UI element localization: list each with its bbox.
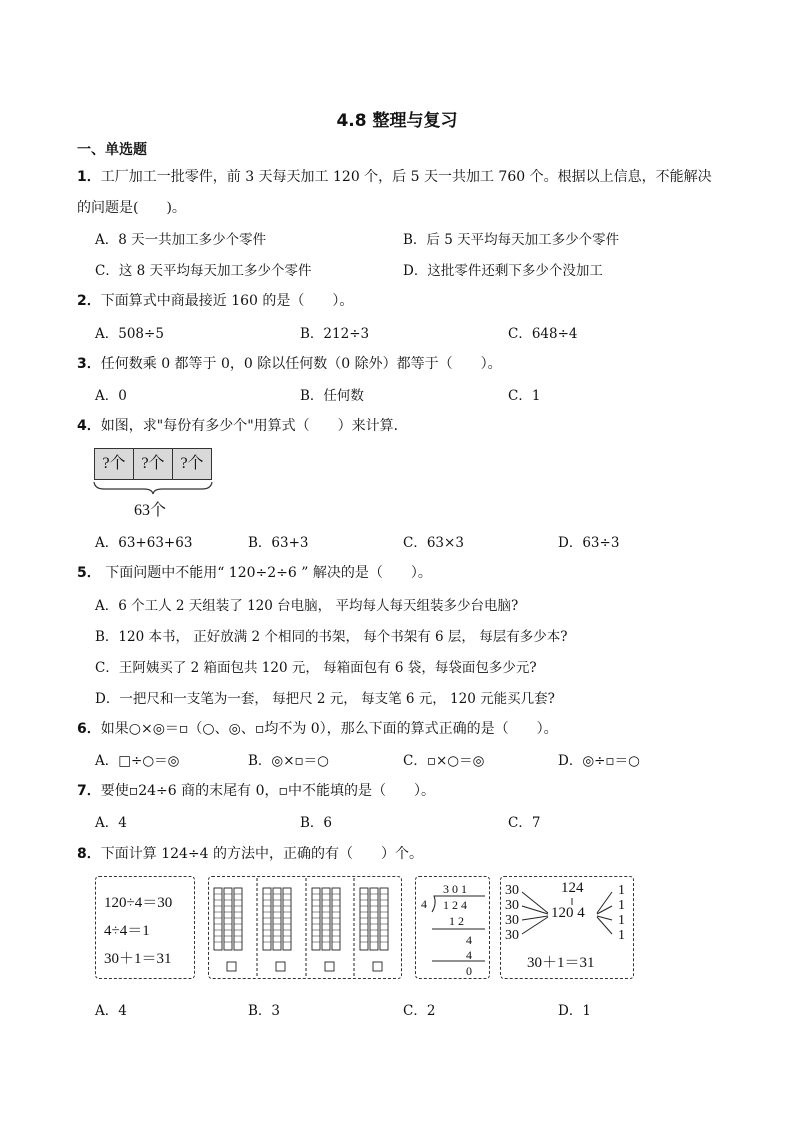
question-number: 1． (77, 169, 101, 185)
bar-segment: ?个 (180, 455, 204, 472)
question-number: 5． (77, 565, 101, 581)
option-a[interactable]: A．8 天一共加工多少个零件 (95, 232, 267, 248)
split-left-part: 30 (505, 898, 519, 913)
option-c[interactable]: C．63×3 (403, 535, 464, 551)
question-number: 2． (77, 293, 101, 309)
division-step: 4 (466, 933, 472, 947)
base-ten-blocks-icon (208, 876, 402, 979)
question-text: 下面计算 124÷4 的方法中，正确的有（ ）个。 (100, 846, 424, 862)
question-number: 8． (77, 846, 101, 862)
bar-segment: ?个 (95, 449, 134, 479)
question-5 (77, 562, 432, 582)
split-left-part: 30 (505, 883, 519, 898)
question-text: 如果○×◎＝▫（○、◎、▫均不为 0），那么下面的算式正确的是（ ）。 (100, 721, 558, 737)
option-c[interactable]: C．2 (403, 1003, 436, 1019)
split-left-part: 30 (505, 913, 519, 928)
question-text: 任何数乘 0 都等于 0，0 除以任何数（0 除外）都等于（ ）。 (100, 356, 502, 372)
question-text: 如图，求"每份有多少个"用算式（ ）来计算． (100, 418, 408, 434)
method-2-card (208, 876, 402, 979)
option-b[interactable]: B．212÷3 (300, 326, 370, 342)
option-c[interactable]: C．这 8 天平均每天加工多少个零件 (95, 263, 312, 279)
question-text: 下面问题中不能用“ 120÷2÷6 ” 解决的是（ ）。 (100, 565, 432, 581)
split-right-part: 1 (618, 913, 625, 928)
option-c[interactable]: C．7 (508, 815, 541, 831)
question-1-line2: 的问题是( )。 (77, 200, 186, 216)
option-b[interactable]: B．◎×▫＝○ (248, 753, 329, 769)
question-text: 下面算式中商最接近 160 的是（ ）。 (100, 293, 354, 309)
bar-segment: ?个 (134, 449, 173, 479)
split-middle: 120 4 (551, 905, 585, 921)
option-a[interactable]: A．4 (95, 1003, 127, 1019)
option-a[interactable]: A．508÷5 (95, 326, 164, 342)
question-number: 7． (77, 783, 101, 799)
option-a[interactable]: A．4 (95, 815, 127, 831)
method-1-line: 4÷4＝1 (104, 923, 150, 939)
option-c[interactable]: C．▫×○＝◎ (403, 753, 485, 769)
split-right-part: 1 (618, 898, 625, 913)
split-result: 30＋1＝31 (527, 955, 595, 971)
split-lines-icon (500, 876, 634, 979)
division-remainder: 0 (466, 964, 472, 978)
division-quotient: 3 0 1 (443, 882, 467, 896)
option-d[interactable]: D．◎÷▫＝○ (558, 753, 640, 769)
method-1-line: 30＋1＝31 (104, 951, 172, 967)
question-2 (77, 290, 353, 310)
method-1-card (95, 876, 195, 979)
method-1-line: 120÷4＝30 (104, 895, 173, 911)
split-right-part: 1 (618, 883, 625, 898)
question-4 (77, 415, 408, 435)
question-number: 6． (77, 721, 101, 737)
option-d[interactable]: D．这批零件还剩下多少个没加工 (403, 263, 603, 279)
option-d[interactable]: D．一把尺和一支笔为一套， 每把尺 2 元， 每支笔 6 元， 120 元能买几套? (95, 691, 555, 707)
page-title: 4.8 整理与复习 (336, 111, 458, 131)
option-b[interactable]: B．120 本书， 正好放满 2 个相同的书架， 每个书架有 6 层， 每层有多少本? (95, 629, 568, 645)
bar-total-label: 63个 (134, 502, 167, 519)
question-6 (77, 718, 558, 738)
option-b[interactable]: B．63+3 (248, 535, 309, 551)
question-number: 4． (77, 418, 101, 434)
division-divisor: 4 (421, 897, 427, 911)
question-text: 要使▫24÷6 商的末尾有 0，▫中不能填的是（ ）。 (100, 783, 435, 799)
division-step: 1 2 (449, 914, 464, 928)
option-d[interactable]: D．63÷3 (558, 535, 620, 551)
option-b[interactable]: B．6 (300, 815, 333, 831)
split-right-part: 1 (618, 928, 625, 943)
option-d[interactable]: D．1 (558, 1003, 591, 1019)
option-a[interactable]: A．6 个工人 2 天组装了 120 台电脑， 平均每人每天组装多少台电脑? (95, 598, 519, 614)
option-c[interactable]: C．1 (508, 388, 541, 404)
question-3 (77, 353, 502, 373)
option-b[interactable]: B．后 5 天平均每天加工多少个零件 (403, 232, 620, 248)
section-heading: 一、单选题 (77, 142, 147, 158)
division-step: 4 (466, 948, 472, 962)
option-a[interactable]: A．63+63+63 (95, 535, 193, 551)
option-b[interactable]: B．3 (248, 1003, 281, 1019)
method-4-card (500, 876, 634, 979)
method-3-card (415, 876, 490, 979)
question-number: 3． (77, 356, 101, 372)
bar-model (94, 448, 212, 480)
question-1 (77, 166, 712, 186)
division-dividend: 1 2 4 (443, 898, 467, 912)
question-7 (77, 780, 435, 800)
split-left-part: 30 (505, 928, 519, 943)
option-c[interactable]: C．648÷4 (508, 326, 578, 342)
option-c[interactable]: C．王阿姨买了 2 箱面包共 120 元， 每箱面包有 6 袋，每袋面包多少元? (95, 660, 537, 676)
option-a[interactable]: A．0 (95, 388, 127, 404)
option-b[interactable]: B．任何数 (300, 388, 364, 404)
option-a[interactable]: A．□÷○＝◎ (95, 753, 180, 769)
brace-icon (92, 480, 214, 496)
question-text: 工厂加工一批零件，前 3 天每天加工 120 个，后 5 天一共加工 760 个。根据以上信息，不能解决 (100, 169, 712, 185)
split-top: 124 (561, 880, 584, 896)
question-8 (77, 843, 423, 863)
division-bracket-icon (415, 876, 490, 979)
